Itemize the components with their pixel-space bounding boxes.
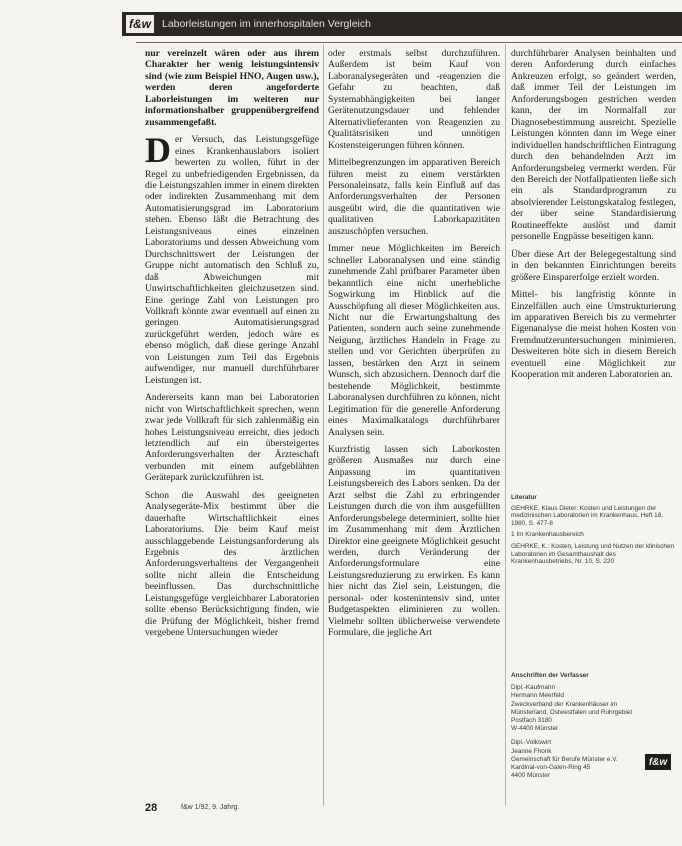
author-block: Dipl.-Volkswirt Jeanne Fhonk Gemeinschaft für Berufe Münster e.V. Kardinal-von-Galen-Ring 45 4400 Münster xyxy=(511,739,618,780)
footer-logo: f&w xyxy=(645,754,671,770)
paragraph: Kurzfristig lassen sich Laborkosten größeren Ausmaßes nur durch eine Anpassung im quantitativen Leistungsbereich des Labors senken. Da der Arzt selbst die Zahl zu erbringender Leistungen durch die von ihm ausgefüllten Anforderungsbelege determiniert, sollte hier im Zusammenhang mit dem Ärztlichen Direktor eine geeignete Möglichkeit gesucht werden, durch Veränderung der Anforderungsformulare eine Leistungsreduzierung zu erwirken. Es kann hier nicht das Ziel sein, Leistungen, die personal- oder kostenintensiv sind, unter Budgetaspekten eliminieren zu wollen. Vielmehr sollten üblicherweise verwendete Formulare, die jegliche Art xyxy=(328,443,500,639)
journal-logo: f&w xyxy=(126,15,154,33)
text-column-2 xyxy=(328,48,500,806)
header-rule xyxy=(136,42,682,43)
reference-item: GEHRKE, Klaus Dieter: Kosten und Leistungen der medizinischen Laboratorien im Krankenhaus, Heft 18, 1980, S. 477-8 xyxy=(511,504,664,527)
paragraph: Mittel- bis langfristig könnte in Einzelfällen auch eine Umstrukturierung im apparativen Bereich bis zu vermehrter Eigenanalyse die meist hohen Kosten von Fremdnutzeruntersuchungen minimieren. Desweiteren böte sich in diesem Bereich eventuell eine Möglichkeit zur Kooperation mit anderen Laboratorien an. xyxy=(511,289,676,381)
references-heading: Literatur xyxy=(511,494,537,501)
author-addresses xyxy=(511,672,651,786)
page-number: 28 xyxy=(145,802,158,814)
text-column-1 xyxy=(145,48,319,806)
header-title: Laborleistungen im innerhospitalen Vergleich xyxy=(162,18,371,30)
paragraph: nur vereinzelt wären oder aus ihrem Charakter her wenig leistungsintensiv sind (wie zum Beispiel HNO, Augen usw.), werden deren angeforderte Laborleistungen im weiteren nur informationshalber gruppenübergreifend zusammengefaßt. xyxy=(145,48,319,128)
paragraph: Mittelbegrenzungen im apparativen Bereich führen meist zu einem verstärkten Personaleinsatz, falls kein Einfluß auf das Anforderungsverhalten der Personen ausgeübt wird, die die quantitativen wie qualitativen Laborkapazitäten auszuschöpfen versuchen. xyxy=(328,157,500,237)
references xyxy=(511,494,676,570)
page-header xyxy=(122,12,682,36)
paragraph: oder erstmals selbst durchzuführen. Außerdem ist beim Kauf von Laboranalysegeräten und -reagenzien die Gefahr zu beachten, daß Systemabhängigkeiten bei langer Gerätenutzungsdauer und fehlender Alternativlieferanten von Reagenzien zu Qualitätsrisiken und unnötigen Kostensteigerungen führen können. xyxy=(328,48,500,151)
author-block: Dipl.-Kaufmann Hermann Meerfeld Zweckverband der Krankenhäuser im Münsterland, Ostwestfalen und Ruhrgebiet Postfach 3180 W-4400 Münster xyxy=(511,684,633,733)
column-divider xyxy=(505,44,506,806)
reference-item: GEHRKE, K.: Kosten, Leistung und Nutzen der klinischen Laboratorien im Gesamthaushalt des Krankenhausbetriebs, Nr. 10, S. 220 xyxy=(511,542,675,566)
drop-cap: D xyxy=(145,130,171,171)
paragraph: Der Versuch, das Leistungsgefüge eines Krankenhauslabors isoliert bewerten zu wollen, führt in der Regel zu unbefriedigenden Ergebnissen, da die Leistungszahlen immer in einem direkten oder indirekten Zusammenhang mit dem Automatisierungsgrad im Laboratorium stehen. Ebenso läßt die Betrachtung des Leistungsniveaus eines einzelnen Laboratoriums und dessen Abweichung vom Durchschnittswert der Leistungen der Gruppe nicht automatisch den Schluß zu, daß Abweichungen mit Unwirtschaftlichkeiten gleichzusetzen sind. Eine geringe Zahl von Leistungen pro Vollkraft könnte zwar eventuell auf einen zu geringen Automatisierungsgrad zurückgeführt werden, jedoch wäre es ebenso möglich, daß diese geringe Anzahl von Leistungen zum Teil das Ergebnis aufwendiger, nur manuell durchführbarer Leistungen ist. xyxy=(145,130,319,386)
paragraph: Immer neue Möglichkeiten im Bereich schneller Laboranalysen und eine ständig zunehmende Zahl prüfbarer Parameter üben bekanntlich eine nicht unerhebliche Sogwirkung im Hinblick auf die Ausschöpfung all dieser Möglichkeiten aus. Nicht nur die Erwartungshaltung des Patienten, sondern auch seine zunehmende Neigung, ärztliches Handeln in Frage zu stellen und vor Gerichten überprüfen zu lassen, bestärken den Arzt in seinem Wunsch, sich abzusichern. Dennoch darf die bestehende Möglichkeit, bestimmte Laboranalysen durchführen zu können, nicht Legitimation für die generelle Anforderung eines Maximalkatalogs durchführbarer Analysen sein. xyxy=(328,243,500,438)
paragraph: Schon die Auswahl des geeigneten Analysegeräte-Mix bestimmt über die dauerhafte Wirtschaftlichkeit eines Laboratoriums. Die beim Kauf meist ausschlaggebende Leistungsanforderung als Ergebnis des ärztlichen Anforderungsverhaltens der Vergangenheit sollte nicht allein die Entscheidung beeinflussen. Das durchschnittliche Leistungsgefüge vergleichbarer Laboratorien sollte ebenso Berücksichtigung finden, wie die Prüfung der Möglichkeit, bisher fremd vergebene Untersuchungen wieder xyxy=(145,489,319,639)
paragraph: Andererseits kann man bei Laboratorien nicht von Wirtschaftlichkeit sprechen, wenn zwar jede Vollkraft für sich zahlenmäßig ein hohes Leistungsniveau erreicht, dies jedoch letztendlich auf ein übersteigertes Anforderungsverhalten der Ärzteschaft verbunden mit einem aufgeblähten Gerätepark zurückzuführen ist. xyxy=(145,392,319,484)
reference-item: 1 Im Krankenhausbereich xyxy=(511,531,584,539)
authors-heading: Anschriften der Verfasser xyxy=(511,672,589,679)
issue-info: f&w 1/92, 9. Jahrg. xyxy=(181,804,240,811)
column-divider xyxy=(323,44,324,806)
paragraph: durchführbarer Analysen beinhalten und deren Anforderung durch einfaches Ankreuzen erfolgt, so geändert werden, daß immer Teil der Leistungen im Anforderungsbogen gestrichen werden kann, der im Normalfall zur Diagnosebestimmung ausreicht. Spezielle Leistungen könnten dann im Wege einer individuellen handschriftlichen Eintragung durch den behandelnden Arzt im Anforderungsbeleg vermerkt werden. Für den Bereich der Notfallpatienten ließe sich ein als Standardprogramm zu absolvierender Leistungskatalog festlegen, der über seine Standardisierung Routineeffekte auslöst und damit personelle Engpässe beseitigen kann. xyxy=(511,48,676,243)
paragraph: Über diese Art der Belegegestaltung sind in den bekannten Einrichtungen bereits größere Einsparerfolge erzielt worden. xyxy=(511,248,676,283)
text-column-3 xyxy=(511,48,676,448)
